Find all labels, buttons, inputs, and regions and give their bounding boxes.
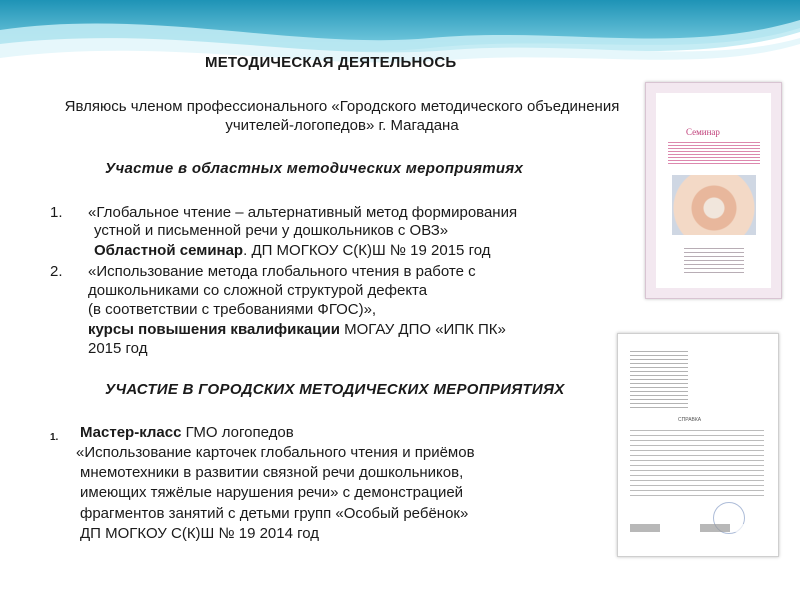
city-events-heading: УЧАСТИЕ В ГОРОДСКИХ МЕТОДИЧЕСКИХ МЕРОПРИЯТИЯХ bbox=[105, 381, 565, 398]
poster-caption: Семинар bbox=[686, 127, 720, 137]
list-number: 2. bbox=[50, 263, 63, 280]
list-item-text: ДП МОГКОУ С(К)Ш № 19 2014 год bbox=[80, 525, 320, 542]
list-item-text: (в соответствии с требованиями ФГОС)», bbox=[88, 301, 377, 318]
list-item-text: имеющих тяжёлые нарушения речи» с демонстрацией bbox=[80, 484, 464, 501]
event-type-label: курсы повышения квалификации bbox=[88, 321, 340, 338]
list-item-text: устной и письменной речи у дошкольников с ОВЗ» bbox=[94, 222, 449, 239]
list-item-text: дошкольниками со сложной структурой дефекта bbox=[88, 282, 428, 299]
list-item-text: фрагментов занятий с детьми групп «Особый ребёнок» bbox=[80, 505, 469, 522]
event-details: ГМО логопедов bbox=[181, 424, 294, 441]
letter-header-lines bbox=[630, 348, 688, 410]
list-item-type bbox=[88, 321, 506, 339]
event-details: МОГАУ ДПО «ИПК ПК» bbox=[339, 321, 506, 338]
seminar-poster-image bbox=[645, 82, 782, 299]
letter-caption: СПРАВКА bbox=[678, 417, 702, 423]
certificate-letter-image bbox=[617, 333, 779, 557]
poster-hands-photo bbox=[672, 175, 756, 235]
list-item-text: «Глобальное чтение – альтернативный метод формирования bbox=[88, 204, 518, 221]
list-item-text: «Использование метода глобального чтения в работе с bbox=[88, 263, 476, 280]
letter-signature-lines bbox=[630, 524, 764, 532]
list-item-year: 2015 год bbox=[88, 340, 148, 357]
list-item-text: «Использование карточек глобального чтения и приёмов bbox=[76, 444, 475, 461]
poster-footer-lines bbox=[684, 245, 744, 273]
letter-body-lines bbox=[630, 426, 764, 496]
list-number: 1. bbox=[50, 432, 59, 443]
regional-events-heading: Участие в областных методических мероприятиях bbox=[105, 160, 524, 177]
slide-title: МЕТОДИЧЕСКАЯ ДЕЯТЕЛЬНОСЬ bbox=[205, 54, 457, 71]
poster-text-lines bbox=[668, 140, 760, 166]
list-number: 1. bbox=[50, 204, 63, 221]
list-item-type bbox=[80, 424, 294, 442]
list-item-text: мнемотехники в развитии связной речи дошкольников, bbox=[80, 464, 464, 481]
list-item-type bbox=[94, 242, 490, 260]
poster-page bbox=[656, 93, 771, 288]
event-type-label: Областной семинар bbox=[94, 242, 244, 259]
event-type-label: Мастер-класс bbox=[80, 424, 182, 441]
membership-text: Являюсь членом профессионального «Городского методического объединения учителей-логопедов» г. Магадана bbox=[64, 98, 620, 134]
event-details: . ДП МОГКОУ С(К)Ш № 19 2015 год bbox=[243, 242, 491, 259]
